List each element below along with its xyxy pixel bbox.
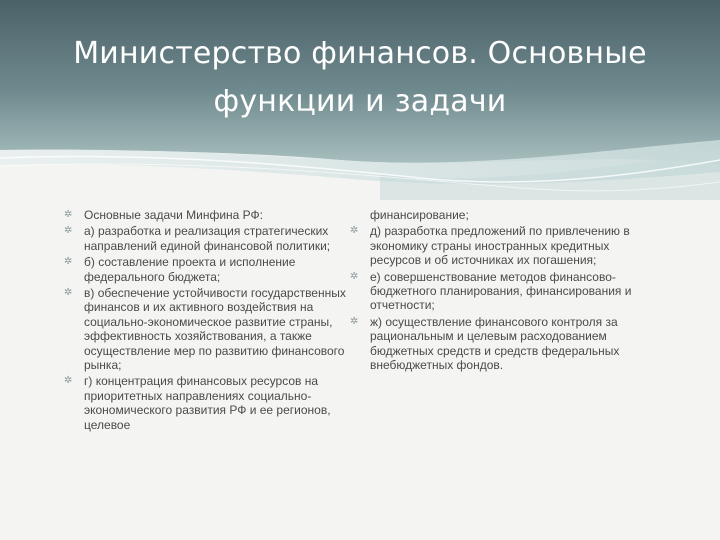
asterisk-bullet-icon: ✲	[64, 225, 73, 237]
list-item	[64, 286, 354, 372]
list-item	[350, 270, 650, 313]
list-item-text: е) совершенствование методов финансово-бюджетного планирования, финансирования и отчетности;	[370, 269, 632, 313]
right-column	[350, 208, 650, 374]
list-item-text: Основные задачи Минфина РФ:	[84, 208, 264, 222]
list-item	[64, 224, 354, 253]
list-item	[350, 224, 650, 267]
list-item-text: в) обеспечение устойчивости государственных финансов и их активного воздействия на социально-экономическое развитие страны, эффективность хозяйствования, а также осуществление мер по развитию финансового рынка;	[84, 286, 346, 373]
list-item	[350, 315, 650, 373]
title-line-2: функции и задачи	[213, 84, 507, 119]
asterisk-bullet-icon: ✲	[64, 375, 73, 387]
asterisk-bullet-icon: ✲	[350, 270, 359, 282]
list-item-continuation	[350, 208, 650, 222]
list-item	[64, 208, 354, 222]
list-item-text: г) концентрация финансовых ресурсов на приоритетных направлениях социально-экономического развития РФ и ее регионов, целевое	[84, 374, 331, 432]
list-item-text: финансирование;	[370, 208, 469, 222]
list-item-text: а) разработка и реализация стратегических направлений единой финансовой политики;	[84, 224, 331, 253]
title-line-1: Министерство финансов. Основные	[73, 36, 647, 71]
asterisk-bullet-icon: ✲	[350, 315, 359, 327]
asterisk-bullet-icon: ✲	[64, 287, 73, 299]
asterisk-bullet-icon: ✲	[64, 256, 73, 268]
asterisk-bullet-icon: ✲	[64, 209, 73, 220]
list-item-text: ж) осуществление финансового контроля за рациональным и целевым расходованием бюджетных средств и средств федеральных внебюджетных фондов.	[370, 314, 620, 373]
list-item	[64, 374, 354, 432]
list-item	[64, 255, 354, 284]
title-banner	[0, 0, 720, 200]
asterisk-bullet-icon: ✲	[350, 225, 359, 237]
slide-title	[20, 30, 700, 126]
left-column	[64, 208, 354, 434]
list-item-text: д) разработка предложений по привлечению в экономику страны иностранных кредитных ресурсов и об источниках их погашения;	[370, 224, 630, 268]
list-item-text: б) составление проекта и исполнение федерального бюджета;	[84, 255, 296, 284]
